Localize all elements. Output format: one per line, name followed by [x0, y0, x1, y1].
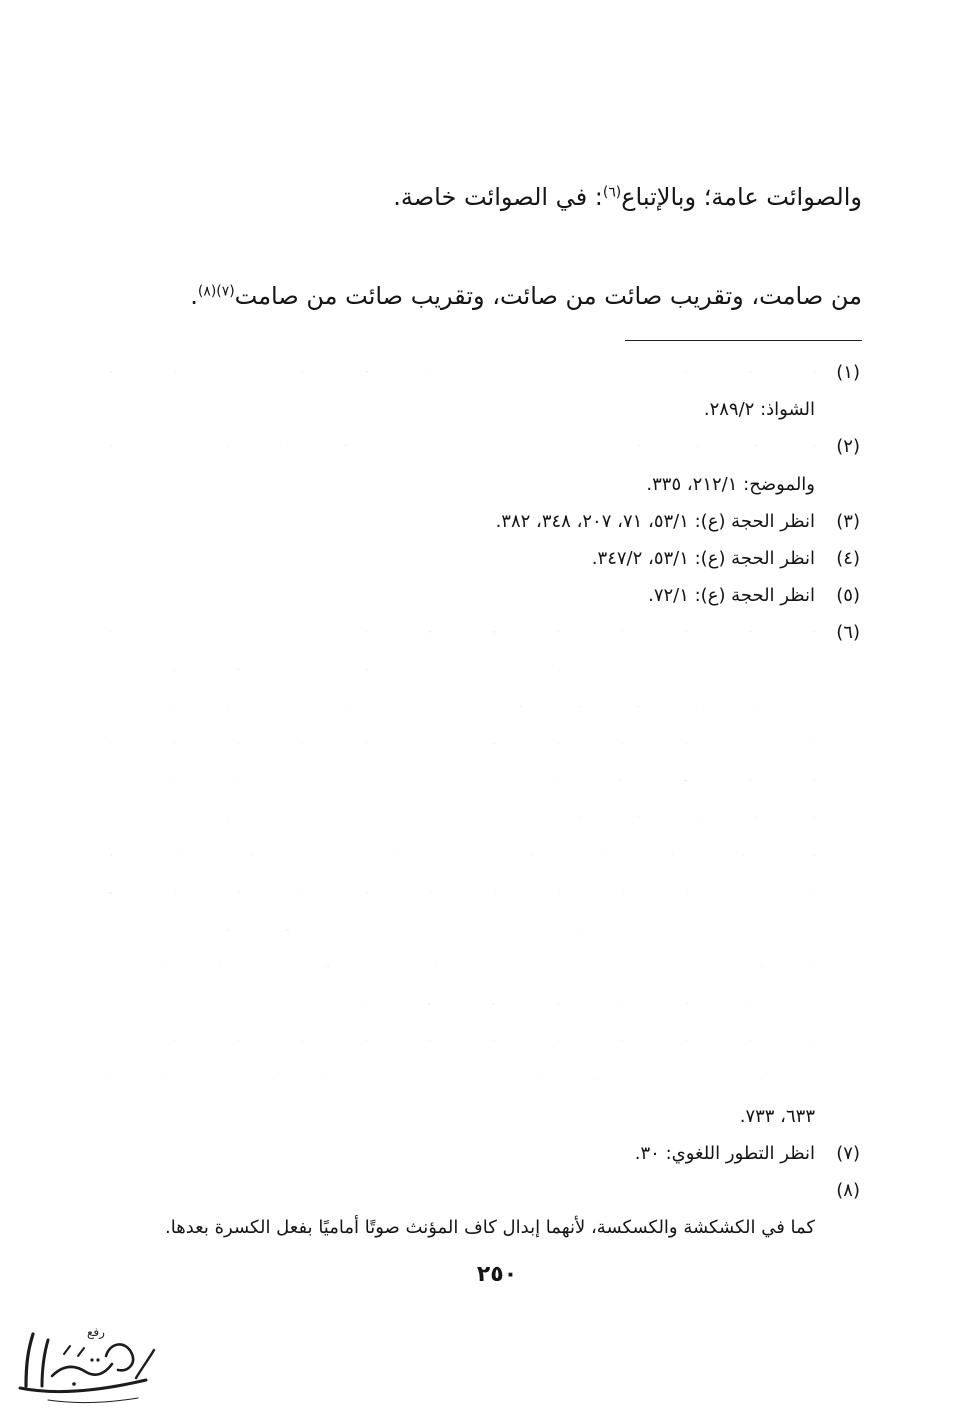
- text-line-content: [190, 282, 862, 310]
- footnote-body: [110, 540, 815, 577]
- footnote-line: [110, 577, 815, 614]
- footnote: [110, 428, 860, 502]
- footnote-line-text: كما في الكشكشة والكسكسة، لأنهما إبدال كاف المؤنث صوتًا أماميًا بفعل الكسرة بعدها.: [165, 1217, 815, 1239]
- footnote-line: [110, 949, 815, 986]
- footnote-line: [110, 1023, 815, 1060]
- paragraph: [110, 232, 862, 318]
- footnote-line: [110, 428, 815, 465]
- footnote-line: [110, 354, 815, 391]
- footnote-number: (٧): [836, 1142, 860, 1164]
- footnote-line-text: ٦٣٣، ٧٣٣.: [739, 1105, 815, 1127]
- footnote-body: [110, 1172, 815, 1246]
- page-number: ٢٥٠: [476, 1262, 518, 1287]
- footnote-line-text: انظر الحجة (ع): ٥٣/١، ٣٤٧/٢.: [591, 547, 815, 569]
- footnote-line: [110, 689, 815, 726]
- footnote-line: [110, 1098, 815, 1135]
- footnote-line: [110, 800, 815, 837]
- text-run: : في الصوائت خاصة.: [393, 183, 603, 211]
- footnote-number: (٨): [836, 1180, 860, 1202]
- footnote-body: [110, 354, 815, 428]
- footnote-ref: (٦): [602, 184, 622, 201]
- stamp: [8, 1320, 168, 1410]
- footnote-number: (١): [836, 362, 860, 383]
- footnote-body: [110, 1135, 815, 1172]
- footnote-line: [110, 875, 815, 912]
- footnote-line: [110, 986, 815, 1023]
- footnote-line-text: الشواذ: ٢٨٩/٢.: [703, 399, 815, 421]
- footnote-line: [110, 1172, 815, 1209]
- footnote-line: [110, 763, 815, 800]
- stamp-calligraphy: [20, 1334, 154, 1403]
- footnote-line: [110, 540, 815, 577]
- footnote: [110, 1172, 860, 1246]
- footnotes: [110, 354, 860, 1247]
- footnote-number: (٥): [836, 585, 860, 607]
- footnote-line: [110, 1135, 815, 1172]
- footnote-line: [110, 652, 815, 689]
- footnote-line-text: انظر الحجة (ع): ٥٣/١، ٧١، ٢٠٧، ٣٤٨، ٣٨٢.: [495, 510, 815, 532]
- footnote-number: (٢): [836, 436, 860, 458]
- footnote: [110, 1135, 860, 1172]
- text-run: من صامت، وتقريب صائت من صائت، وتقريب صائت من صامت: [234, 282, 862, 310]
- footnote-line-text: انظر التطور اللغوي: ٣٠.: [634, 1142, 815, 1164]
- stamp-lettering: رفع: [87, 1325, 105, 1339]
- footnote-body: [110, 614, 815, 1135]
- footnote-line-text: انظر الحجة (ع): ٧٢/١.: [648, 585, 815, 607]
- footnote: [110, 540, 860, 577]
- text-line: [110, 176, 862, 219]
- footnote-line: [110, 912, 815, 949]
- footnote-number: (٦): [836, 622, 860, 644]
- footnote-body: [110, 428, 815, 502]
- footnote-line: [110, 1209, 815, 1246]
- main-text: [110, 133, 862, 318]
- text-line-content: [393, 183, 862, 211]
- text-line: [110, 133, 862, 176]
- footnote-line: [110, 1061, 815, 1098]
- footnote-line: [110, 614, 815, 651]
- footnote-line: [110, 837, 815, 874]
- footnote-line: [110, 726, 815, 763]
- footnote-body: [110, 503, 815, 540]
- text-line: [110, 232, 862, 275]
- footnote-number: (٣): [836, 510, 860, 532]
- footnote: [110, 503, 860, 540]
- paragraph: [110, 133, 862, 219]
- footnote-body: [110, 577, 815, 614]
- footnote-line-text: والموضح: ٢١٢/١، ٣٣٥.: [646, 473, 815, 495]
- footnote-number: (٤): [836, 547, 860, 569]
- text-run: والصوائت عامة؛ وبالإتباع: [621, 183, 862, 211]
- text-line: [110, 275, 862, 318]
- footnote: [110, 577, 860, 614]
- footnote-rule: [625, 340, 862, 341]
- text-run: .: [190, 282, 198, 310]
- footnote-ref: (٧)(٨): [197, 283, 235, 300]
- footnote: [110, 354, 860, 428]
- footnote-line: [110, 466, 815, 503]
- footnote-line: [110, 503, 815, 540]
- footnote-line: [110, 391, 815, 428]
- footnote: [110, 614, 860, 1135]
